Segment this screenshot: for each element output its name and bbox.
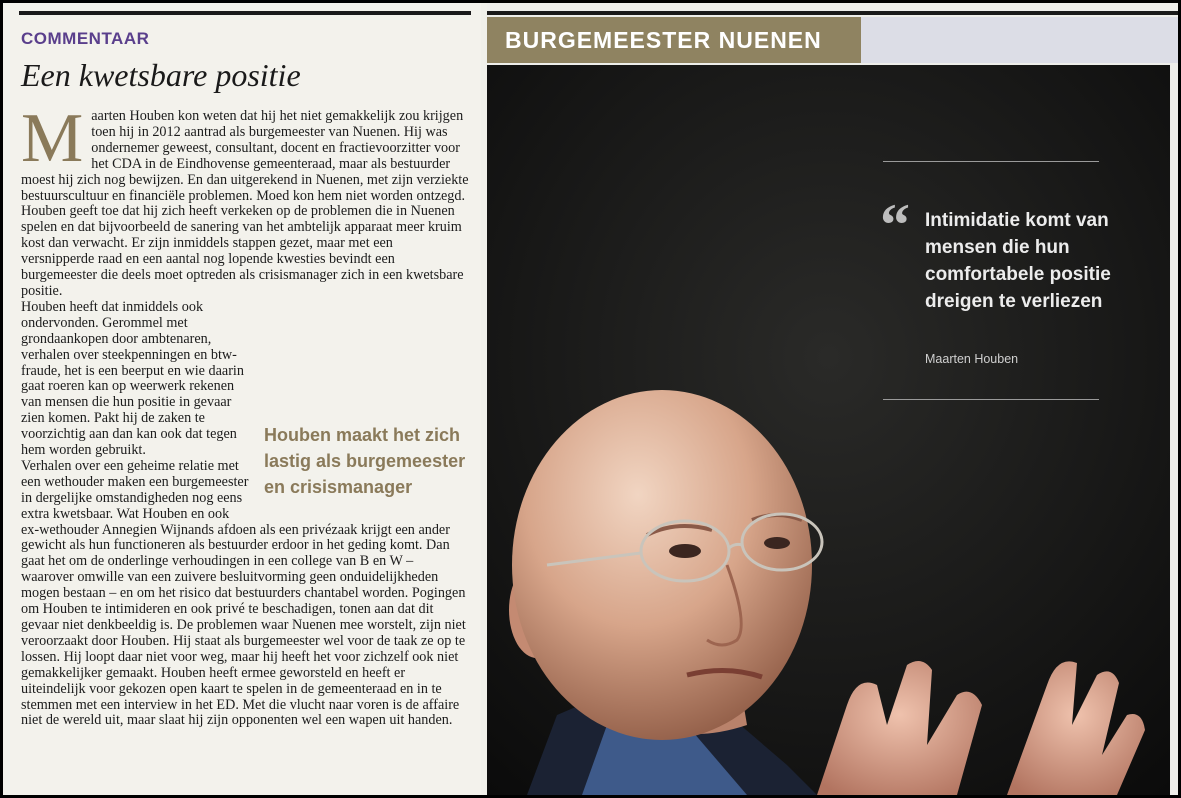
feature-quote: Intimidatie komt van mensen die hun comfortabele positie dreigen te verliezen <box>925 210 1111 312</box>
quote-attribution: Maarten Houben <box>925 352 1019 366</box>
paragraph-4: Verhalen over een geheime relatie met een wethouder maken een burgemeester in dergelijke omstandigheden nog eens extra kwetsbaar. Wat Houben en ook ex-wethouder Annegien Wijnands afdoen als een privézaak krijgt een ander gewicht als hun functioneren als bestuurder erdoor in het geding komt. Dan gaat het om de onderlinge verhoudingen in een college van B en W – waarover omwille van een zuivere besluitvorming geen onduidelijkheden mogen bestaan – en om het risico dat bestuurders chantabel worden. Pogingen om Houben te intimideren en ook privé te beschadigen, tonen aan dat dit gevaar niet denkbeeldig is. De problemen waar Nuenen mee worstelt, zijn niet veroorzaakt door Houben. Hij staat als burgemeester wel voor de taak ze op te lossen. Hij loopt daar niet voor weg, maar hij heeft het voor zichzelf ook niet gemakkelijker gemaakt. Houben heeft ermee geworsteld en heeft er uiteindelijk voor gekozen open kaart te spelen in de gemeenteraad en in te stemmen met een interview in het ED. Met die vlucht naar voren is de affaire niet de wereld uit, maar slaat hij zijn opponenten wel een wapen uit handen. <box>21 457 466 729</box>
quote-rule-bottom <box>883 399 1099 400</box>
banner-title: BURGEMEESTER NUENEN <box>505 27 822 53</box>
quote-mark-icon: “ <box>880 192 910 258</box>
drop-cap: M <box>21 100 84 177</box>
pull-quote: Houben maakt het zich lastig als burgemeester en crisismanager <box>264 424 466 497</box>
paragraph-2: Houben geeft toe dat hij zich heeft verkeken op de problemen die in Nuenen spelen en dat bijvoorbeeld de sanering van het ambtelijk apparaat meer kruim kost dan verwacht. Er zijn inmiddels stappen gezet, maar met een versnipperde raad en een aantal nog lopende kwesties bevindt een burgemeester die deels moet optreden als crisismanager zich in een kwetsbare positie. <box>21 203 464 299</box>
section-banner <box>487 17 861 63</box>
section-kicker: COMMENTAAR <box>21 29 150 48</box>
paragraph-1: aarten Houben kon weten dat hij het niet gemakkelijk zou krijgen toen hij in 2012 aantrad als burgemeester van Nuenen. Hij was ondernemer geweest, consultant, docent en fractievoorzitter voor het CDA in de Eindhovense gemeenteraad, maar als bestuurder moest hij zich nog bewijzen. En dan uitgerekend in Nuenen, met zijn verziekte bestuurscultuur en financiële problemen. Moed kon hem niet worden ontzegd. <box>21 108 469 204</box>
banner-strip <box>861 17 1178 63</box>
top-rule <box>19 11 471 15</box>
article-body <box>21 100 469 729</box>
top-rule-right <box>487 11 1178 15</box>
commentary-column <box>3 3 481 795</box>
paragraph-3: Houben heeft dat inmiddels ook ondervonden. Gerommel met grondaankopen door ambtenaren, verhalen over steekpenningen en btw-fraude, het is een beerput en wie daarin gaat roeren kan op weerwerk rekenen van mensen die hun positie in gevaar zien komen. Pakt hij de zaken te voorzichtig aan dan kan ook dat tegen hem worden gebruikt. <box>21 298 244 459</box>
quote-rule-top <box>883 161 1099 162</box>
portrait-photo <box>487 65 1170 795</box>
headline: Een kwetsbare positie <box>21 57 301 93</box>
newspaper-page <box>3 3 1178 795</box>
portrait-illustration <box>487 65 1170 795</box>
